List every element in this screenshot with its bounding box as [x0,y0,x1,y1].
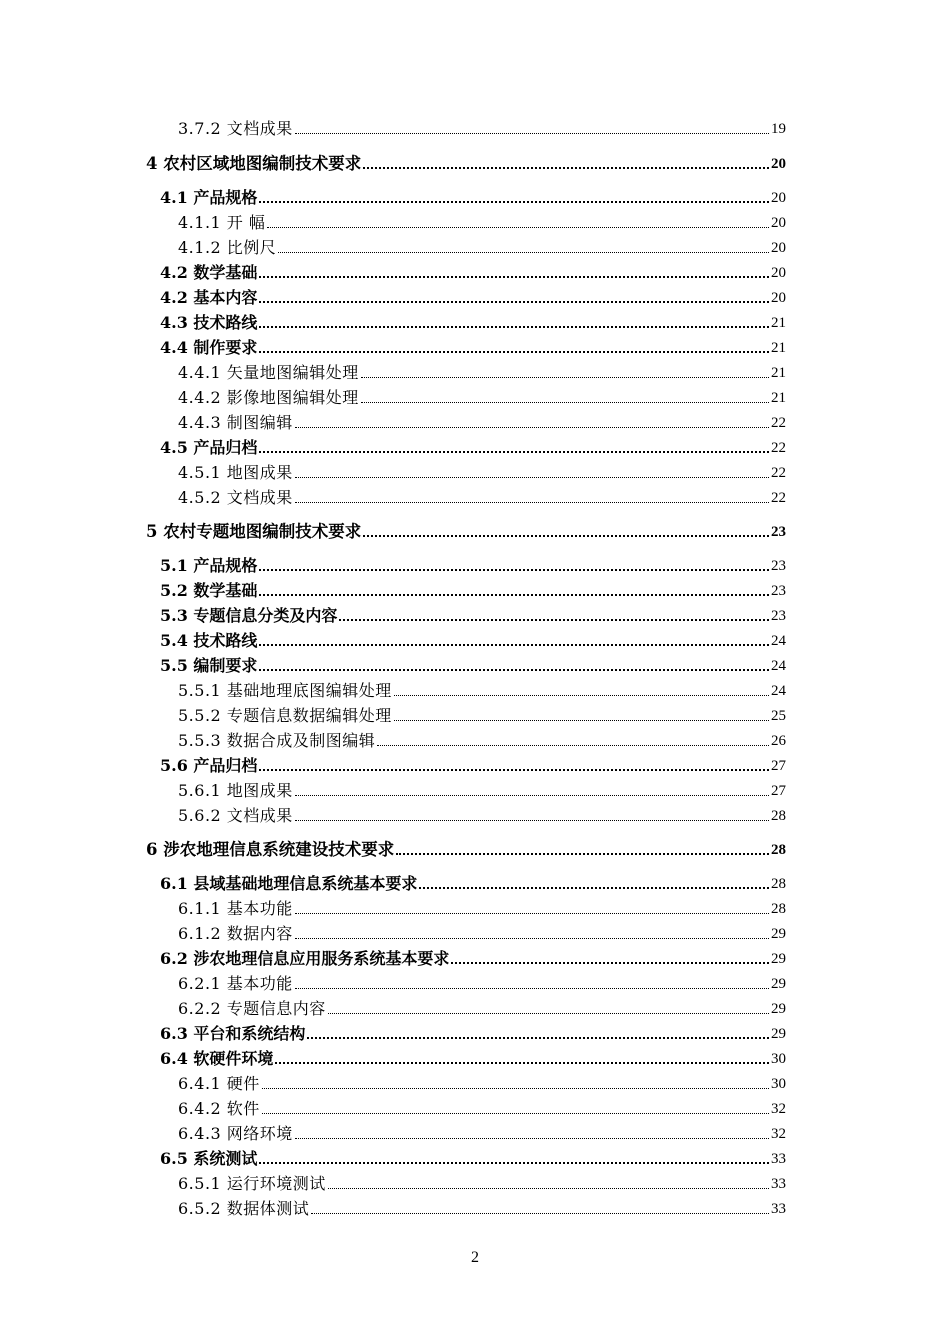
toc-dot-leader [451,962,769,964]
toc-entry-page: 28 [771,876,786,892]
toc-entry-page: 22 [771,440,786,456]
toc-dot-leader [259,301,769,303]
toc-dot-leader [259,644,769,646]
toc-entry[interactable] [146,838,786,860]
toc-dot-leader [259,326,769,328]
toc-entry-page: 23 [771,583,786,599]
toc-dot-leader [275,1062,769,1064]
toc-entry-page: 20 [771,156,786,172]
toc-dot-leader [295,1138,769,1139]
toc-dot-leader [259,669,769,671]
toc-entry[interactable] [178,1172,786,1194]
toc-entry-page: 21 [771,340,786,356]
toc-dot-leader [311,1213,769,1214]
toc-entry-label: 6.4 软硬件环境 [160,1049,274,1068]
toc-entry[interactable] [178,729,786,751]
toc-entry-label: 4.5.2 文档成果 [178,488,293,507]
toc-entry-page: 33 [771,1201,786,1217]
toc-dot-leader [259,451,769,453]
toc-entry-page: 30 [771,1076,786,1092]
toc-entry[interactable] [178,897,786,919]
toc-entry-label: 5.2 数学基础 [160,581,258,600]
toc-entry-page: 21 [771,390,786,406]
toc-entry[interactable] [178,704,786,726]
toc-dot-leader [259,351,769,353]
toc-entry-page: 26 [771,733,786,749]
toc-entry-page: 21 [771,315,786,331]
toc-dot-leader [363,535,769,537]
toc-entry-page: 33 [771,1151,786,1167]
toc-dot-leader [394,695,769,696]
toc-entry-label: 5.3 专题信息分类及内容 [160,606,338,625]
toc-dot-leader [307,1037,769,1039]
toc-entry-page: 29 [771,976,786,992]
toc-entry-page: 29 [771,1001,786,1017]
toc-entry-page: 33 [771,1176,786,1192]
toc-entry[interactable] [178,411,786,433]
toc-entry-page: 23 [771,524,786,540]
toc-entry[interactable] [160,554,786,576]
page-number: 2 [471,1249,479,1266]
toc-entry-page: 23 [771,608,786,624]
toc-entry-page: 24 [771,683,786,699]
toc-entry-label: 5.6.1 地图成果 [178,781,293,800]
toc-entry-label: 6.5.1 运行环境测试 [178,1174,326,1193]
toc-entry[interactable] [160,261,786,283]
toc-entry-label: 6.2.1 基本功能 [178,974,293,993]
toc-entry[interactable] [146,520,786,542]
toc-entry-label: 4.1 产品规格 [160,188,258,207]
toc-entry[interactable] [160,872,786,894]
toc-dot-leader [419,887,769,889]
toc-entry-label: 6.5.2 数据体测试 [178,1199,310,1218]
toc-entry[interactable] [178,779,786,801]
toc-entry[interactable] [160,286,786,308]
toc-entry[interactable] [160,754,786,776]
toc-entry[interactable] [178,804,786,826]
toc-entry[interactable] [160,1047,786,1069]
toc-dot-leader [278,252,769,253]
toc-entry[interactable] [160,336,786,358]
toc-entry-label: 6.2.2 专题信息内容 [178,999,326,1018]
toc-entry-label: 6 涉农地理信息系统建设技术要求 [146,840,395,859]
toc-entry-page: 22 [771,415,786,431]
toc-entry-page: 25 [771,708,786,724]
toc-dot-leader [396,853,769,855]
toc-entry-label: 4.4.1 矢量地图编辑处理 [178,363,359,382]
toc-entry-page: 32 [771,1126,786,1142]
toc-dot-leader [295,820,769,821]
toc-entry-label: 5.6.2 文档成果 [178,806,293,825]
toc-entry-page: 24 [771,633,786,649]
toc-entry-label: 5.1 产品规格 [160,556,258,575]
toc-dot-leader [363,167,769,169]
toc-entry-label: 6.5 系统测试 [160,1149,258,1168]
toc-dot-leader [295,477,769,478]
toc-entry-page: 20 [771,265,786,281]
toc-dot-leader [328,1188,769,1189]
toc-dot-leader [295,502,769,503]
toc-dot-leader [295,427,769,428]
toc-entry-label: 6.4.3 网络环境 [178,1124,293,1143]
toc-entry-label: 4.4 制作要求 [160,338,258,357]
toc-entry-label: 5.5.1 基础地理底图编辑处理 [178,681,392,700]
toc-dot-leader [361,377,769,378]
toc-entry-label: 5.6 产品归档 [160,756,258,775]
toc-entry-page: 28 [771,901,786,917]
toc-entry[interactable] [160,947,786,969]
toc-entry-label: 6.3 平台和系统结构 [160,1024,306,1043]
toc-entry-label: 4.5 产品归档 [160,438,258,457]
toc-entry-label: 4 农村区域地图编制技术要求 [146,154,362,173]
toc-entry-page: 27 [771,783,786,799]
toc-entry-label: 4.1.2 比例尺 [178,238,277,257]
toc-entry[interactable] [178,236,786,258]
toc-entry-page: 23 [771,558,786,574]
toc-dot-leader [295,913,769,914]
toc-dot-leader [267,227,769,228]
toc-entry[interactable] [146,152,786,174]
toc-dot-leader [328,1013,769,1014]
toc-dot-leader [295,133,769,134]
toc-entry-label: 4.4.3 制图编辑 [178,413,293,432]
toc-dot-leader [295,795,769,796]
toc-entry[interactable] [178,361,786,383]
toc-dot-leader [339,619,769,621]
toc-entry-label: 4.5.1 地图成果 [178,463,293,482]
toc-dot-leader [259,201,769,203]
toc-entry-page: 20 [771,215,786,231]
toc-entry[interactable] [178,386,786,408]
toc-entry-label: 6.1.2 数据内容 [178,924,293,943]
toc-entry-page: 22 [771,490,786,506]
toc-entry[interactable] [160,311,786,333]
toc-entry[interactable] [160,579,786,601]
toc-entry-label: 4.2 数学基础 [160,263,258,282]
toc-entry-page: 24 [771,658,786,674]
toc-entry-label: 4.1.1 开 幅 [178,213,266,232]
toc-entry[interactable] [178,1197,786,1219]
toc-dot-leader [259,569,769,571]
toc-entry-label: 6.4.1 硬件 [178,1074,260,1093]
toc-entry-label: 5.4 技术路线 [160,631,258,650]
toc-entry[interactable] [178,1072,786,1094]
toc-dot-leader [295,988,769,989]
toc-dot-leader [295,938,769,939]
toc-dot-leader [377,745,769,746]
toc-entry-page: 20 [771,290,786,306]
toc-entry[interactable] [178,211,786,233]
toc-entry[interactable] [178,1097,786,1119]
toc-entry[interactable] [160,604,786,626]
toc-entry-label: 6.1 县域基础地理信息系统基本要求 [160,874,418,893]
toc-dot-leader [259,1162,769,1164]
toc-entry[interactable] [160,436,786,458]
toc-entry-page: 29 [771,951,786,967]
toc-dot-leader [262,1113,769,1114]
toc-entry[interactable] [160,186,786,208]
toc-entry-label: 5.5 编制要求 [160,656,258,675]
toc-entry[interactable] [160,654,786,676]
toc-entry-page: 29 [771,926,786,942]
toc-entry[interactable] [178,972,786,994]
toc-entry-page: 27 [771,758,786,774]
toc-entry-label: 6.4.2 软件 [178,1099,260,1118]
toc-dot-leader [361,402,769,403]
toc-entry-page: 21 [771,365,786,381]
toc-entry[interactable] [178,997,786,1019]
toc-entry-page: 19 [771,121,786,137]
toc-entry-page: 22 [771,465,786,481]
toc-entry-label: 4.3 技术路线 [160,313,258,332]
toc-entry-page: 28 [771,842,786,858]
toc-entry[interactable] [160,629,786,651]
toc-entry-page: 28 [771,808,786,824]
toc-entry-label: 4.4.2 影像地图编辑处理 [178,388,359,407]
toc-entry[interactable] [178,1122,786,1144]
toc-entry-label: 4.2 基本内容 [160,288,258,307]
toc-entry-label: 5.5.3 数据合成及制图编辑 [178,731,376,750]
toc-dot-leader [259,769,769,771]
toc-dot-leader [259,276,769,278]
toc-dot-leader [259,594,769,596]
toc-entry-label: 5 农村专题地图编制技术要求 [146,522,362,541]
toc-entry-page: 20 [771,240,786,256]
toc-entry-page: 29 [771,1026,786,1042]
toc-entry-label: 6.1.1 基本功能 [178,899,293,918]
toc-entry-page: 20 [771,190,786,206]
toc-entry-label: 6.2 涉农地理信息应用服务系统基本要求 [160,949,450,968]
toc-entry-label: 5.5.2 专题信息数据编辑处理 [178,706,392,725]
toc-dot-leader [262,1088,769,1089]
toc-entry[interactable] [160,1022,786,1044]
toc-entry[interactable] [178,922,786,944]
toc-entry[interactable] [178,679,786,701]
toc-entry[interactable] [178,486,786,508]
toc-entry-page: 32 [771,1101,786,1117]
toc-entry[interactable] [160,1147,786,1169]
toc-dot-leader [394,720,769,721]
toc-entry[interactable] [178,117,786,139]
toc-entry-label: 3.7.2 文档成果 [178,119,293,138]
toc-entry[interactable] [178,461,786,483]
toc-entry-page: 30 [771,1051,786,1067]
